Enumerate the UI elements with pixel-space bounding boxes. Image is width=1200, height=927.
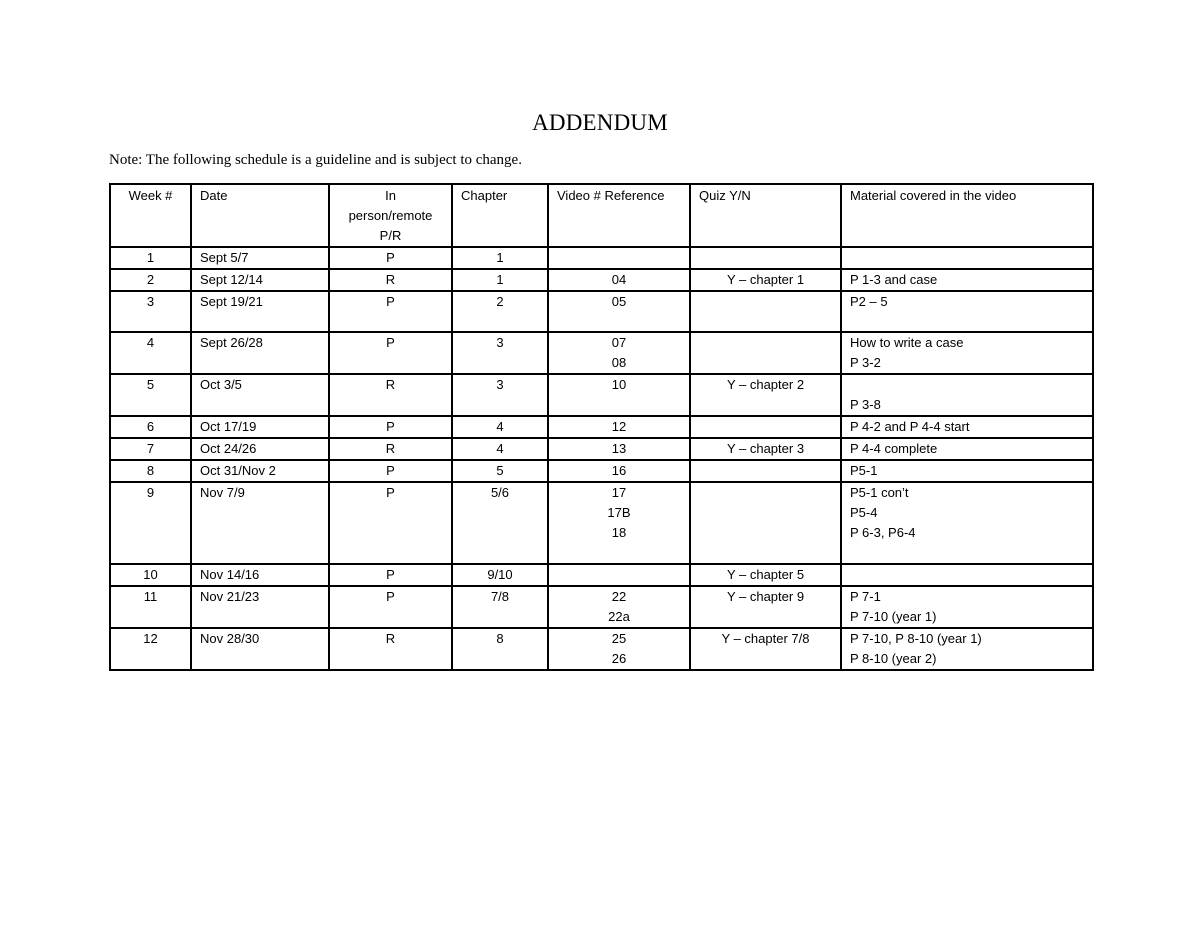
cell-chapter: 8 [452, 628, 548, 670]
table-row [110, 374, 1093, 416]
cell-mode: R [329, 628, 452, 670]
cell-chapter: 1 [452, 269, 548, 291]
video-ref: 08 [611, 355, 627, 370]
cell-video [548, 628, 690, 670]
material-line: P5-4 [850, 505, 878, 520]
material-line: P 3-8 [850, 397, 881, 412]
cell-material [841, 247, 1093, 269]
cell-mode: P [329, 564, 452, 586]
table-row [110, 460, 1093, 482]
cell-video: 04 [548, 269, 690, 291]
table-row [110, 628, 1093, 670]
video-ref: 22 [611, 589, 627, 604]
cell-date: Sept 5/7 [191, 247, 329, 269]
cell-week: 8 [110, 460, 191, 482]
cell-mode: P [329, 416, 452, 438]
header-quiz: Quiz Y/N [690, 184, 841, 247]
header-mode-line: person/remote [348, 208, 433, 223]
cell-material [841, 564, 1093, 586]
cell-week: 5 [110, 374, 191, 416]
cell-quiz [690, 332, 841, 374]
cell-video: 05 [548, 291, 690, 332]
cell-date: Sept 12/14 [191, 269, 329, 291]
video-ref: 17B [607, 505, 631, 520]
cell-mode: P [329, 460, 452, 482]
cell-video: 16 [548, 460, 690, 482]
cell-quiz: Y – chapter 1 [690, 269, 841, 291]
cell-mode: P [329, 586, 452, 628]
cell-video [548, 586, 690, 628]
table-row [110, 482, 1093, 564]
table-row [110, 416, 1093, 438]
material-line: P 7-10 (year 1) [850, 609, 937, 624]
cell-week: 3 [110, 291, 191, 332]
material-line: P 8-10 (year 2) [850, 651, 937, 666]
cell-quiz [690, 460, 841, 482]
cell-video: 13 [548, 438, 690, 460]
table-row [110, 586, 1093, 628]
header-date: Date [191, 184, 329, 247]
cell-material: P5-1 [841, 460, 1093, 482]
table-row [110, 247, 1093, 269]
cell-quiz: Y – chapter 7/8 [690, 628, 841, 670]
table-row [110, 564, 1093, 586]
material-line: P 3-2 [850, 355, 881, 370]
cell-week: 4 [110, 332, 191, 374]
cell-material: P 4-4 complete [841, 438, 1093, 460]
cell-video [548, 332, 690, 374]
cell-quiz [690, 247, 841, 269]
table-header-row [110, 184, 1093, 247]
cell-quiz: Y – chapter 2 [690, 374, 841, 416]
video-ref: 07 [611, 335, 627, 350]
header-mode-line: In [385, 188, 396, 203]
video-ref: 26 [611, 651, 627, 666]
cell-material [841, 628, 1093, 670]
cell-date: Oct 17/19 [191, 416, 329, 438]
header-chapter: Chapter [452, 184, 548, 247]
cell-video [548, 564, 690, 586]
cell-date: Oct 24/26 [191, 438, 329, 460]
table-row [110, 438, 1093, 460]
cell-quiz: Y – chapter 9 [690, 586, 841, 628]
video-ref: 22a [608, 609, 630, 624]
cell-mode: R [329, 269, 452, 291]
cell-mode: R [329, 438, 452, 460]
cell-date: Nov 7/9 [191, 482, 329, 564]
cell-material [841, 332, 1093, 374]
cell-quiz [690, 416, 841, 438]
cell-video [548, 482, 690, 564]
material-line: P 7-10, P 8-10 (year 1) [850, 631, 982, 646]
material-spacer [850, 375, 1084, 395]
cell-mode: R [329, 374, 452, 416]
cell-week: 10 [110, 564, 191, 586]
cell-date: Oct 3/5 [191, 374, 329, 416]
cell-quiz [690, 291, 841, 332]
cell-date: Nov 14/16 [191, 564, 329, 586]
cell-date: Sept 26/28 [191, 332, 329, 374]
cell-week: 1 [110, 247, 191, 269]
cell-week: 7 [110, 438, 191, 460]
material-line: How to write a case [850, 335, 964, 350]
cell-chapter: 5/6 [452, 482, 548, 564]
cell-video [548, 247, 690, 269]
cell-week: 2 [110, 269, 191, 291]
cell-material: P 1-3 and case [841, 269, 1093, 291]
cell-date: Nov 21/23 [191, 586, 329, 628]
cell-chapter: 5 [452, 460, 548, 482]
cell-chapter: 2 [452, 291, 548, 332]
cell-quiz: Y – chapter 3 [690, 438, 841, 460]
cell-material [841, 482, 1093, 564]
cell-chapter: 3 [452, 332, 548, 374]
cell-week: 6 [110, 416, 191, 438]
schedule-note: Note: The following schedule is a guideline and is subject to change. [109, 152, 522, 168]
cell-mode: P [329, 482, 452, 564]
video-ref: 17 [611, 485, 627, 500]
material-line: P 7-1 [850, 589, 881, 604]
cell-date: Nov 28/30 [191, 628, 329, 670]
video-ref: 25 [611, 631, 627, 646]
cell-video: 10 [548, 374, 690, 416]
cell-chapter: 3 [452, 374, 548, 416]
cell-chapter: 4 [452, 438, 548, 460]
table-row [110, 291, 1093, 332]
cell-chapter: 7/8 [452, 586, 548, 628]
schedule-table [109, 183, 1094, 671]
table-row [110, 332, 1093, 374]
cell-material: P2 – 5 [841, 291, 1093, 332]
cell-material: P 4-2 and P 4-4 start [841, 416, 1093, 438]
material-line: P 6-3, P6-4 [850, 525, 916, 540]
cell-week: 9 [110, 482, 191, 564]
video-ref: 18 [611, 525, 627, 540]
cell-material [841, 374, 1093, 416]
header-week: Week # [110, 184, 191, 247]
document-title: ADDENDUM [532, 110, 668, 135]
cell-week: 11 [110, 586, 191, 628]
material-line: P5-1 con’t [850, 485, 909, 500]
cell-chapter: 1 [452, 247, 548, 269]
table-row [110, 269, 1093, 291]
header-video: Video # Reference [548, 184, 690, 247]
cell-chapter: 9/10 [452, 564, 548, 586]
cell-week: 12 [110, 628, 191, 670]
cell-quiz: Y – chapter 5 [690, 564, 841, 586]
cell-date: Oct 31/Nov 2 [191, 460, 329, 482]
header-mode [329, 184, 452, 247]
cell-quiz [690, 482, 841, 564]
cell-chapter: 4 [452, 416, 548, 438]
header-material: Material covered in the video [841, 184, 1093, 247]
header-mode-line: P/R [379, 228, 402, 243]
cell-material [841, 586, 1093, 628]
cell-date: Sept 19/21 [191, 291, 329, 332]
cell-video: 12 [548, 416, 690, 438]
cell-mode: P [329, 291, 452, 332]
cell-mode: P [329, 247, 452, 269]
cell-mode: P [329, 332, 452, 374]
